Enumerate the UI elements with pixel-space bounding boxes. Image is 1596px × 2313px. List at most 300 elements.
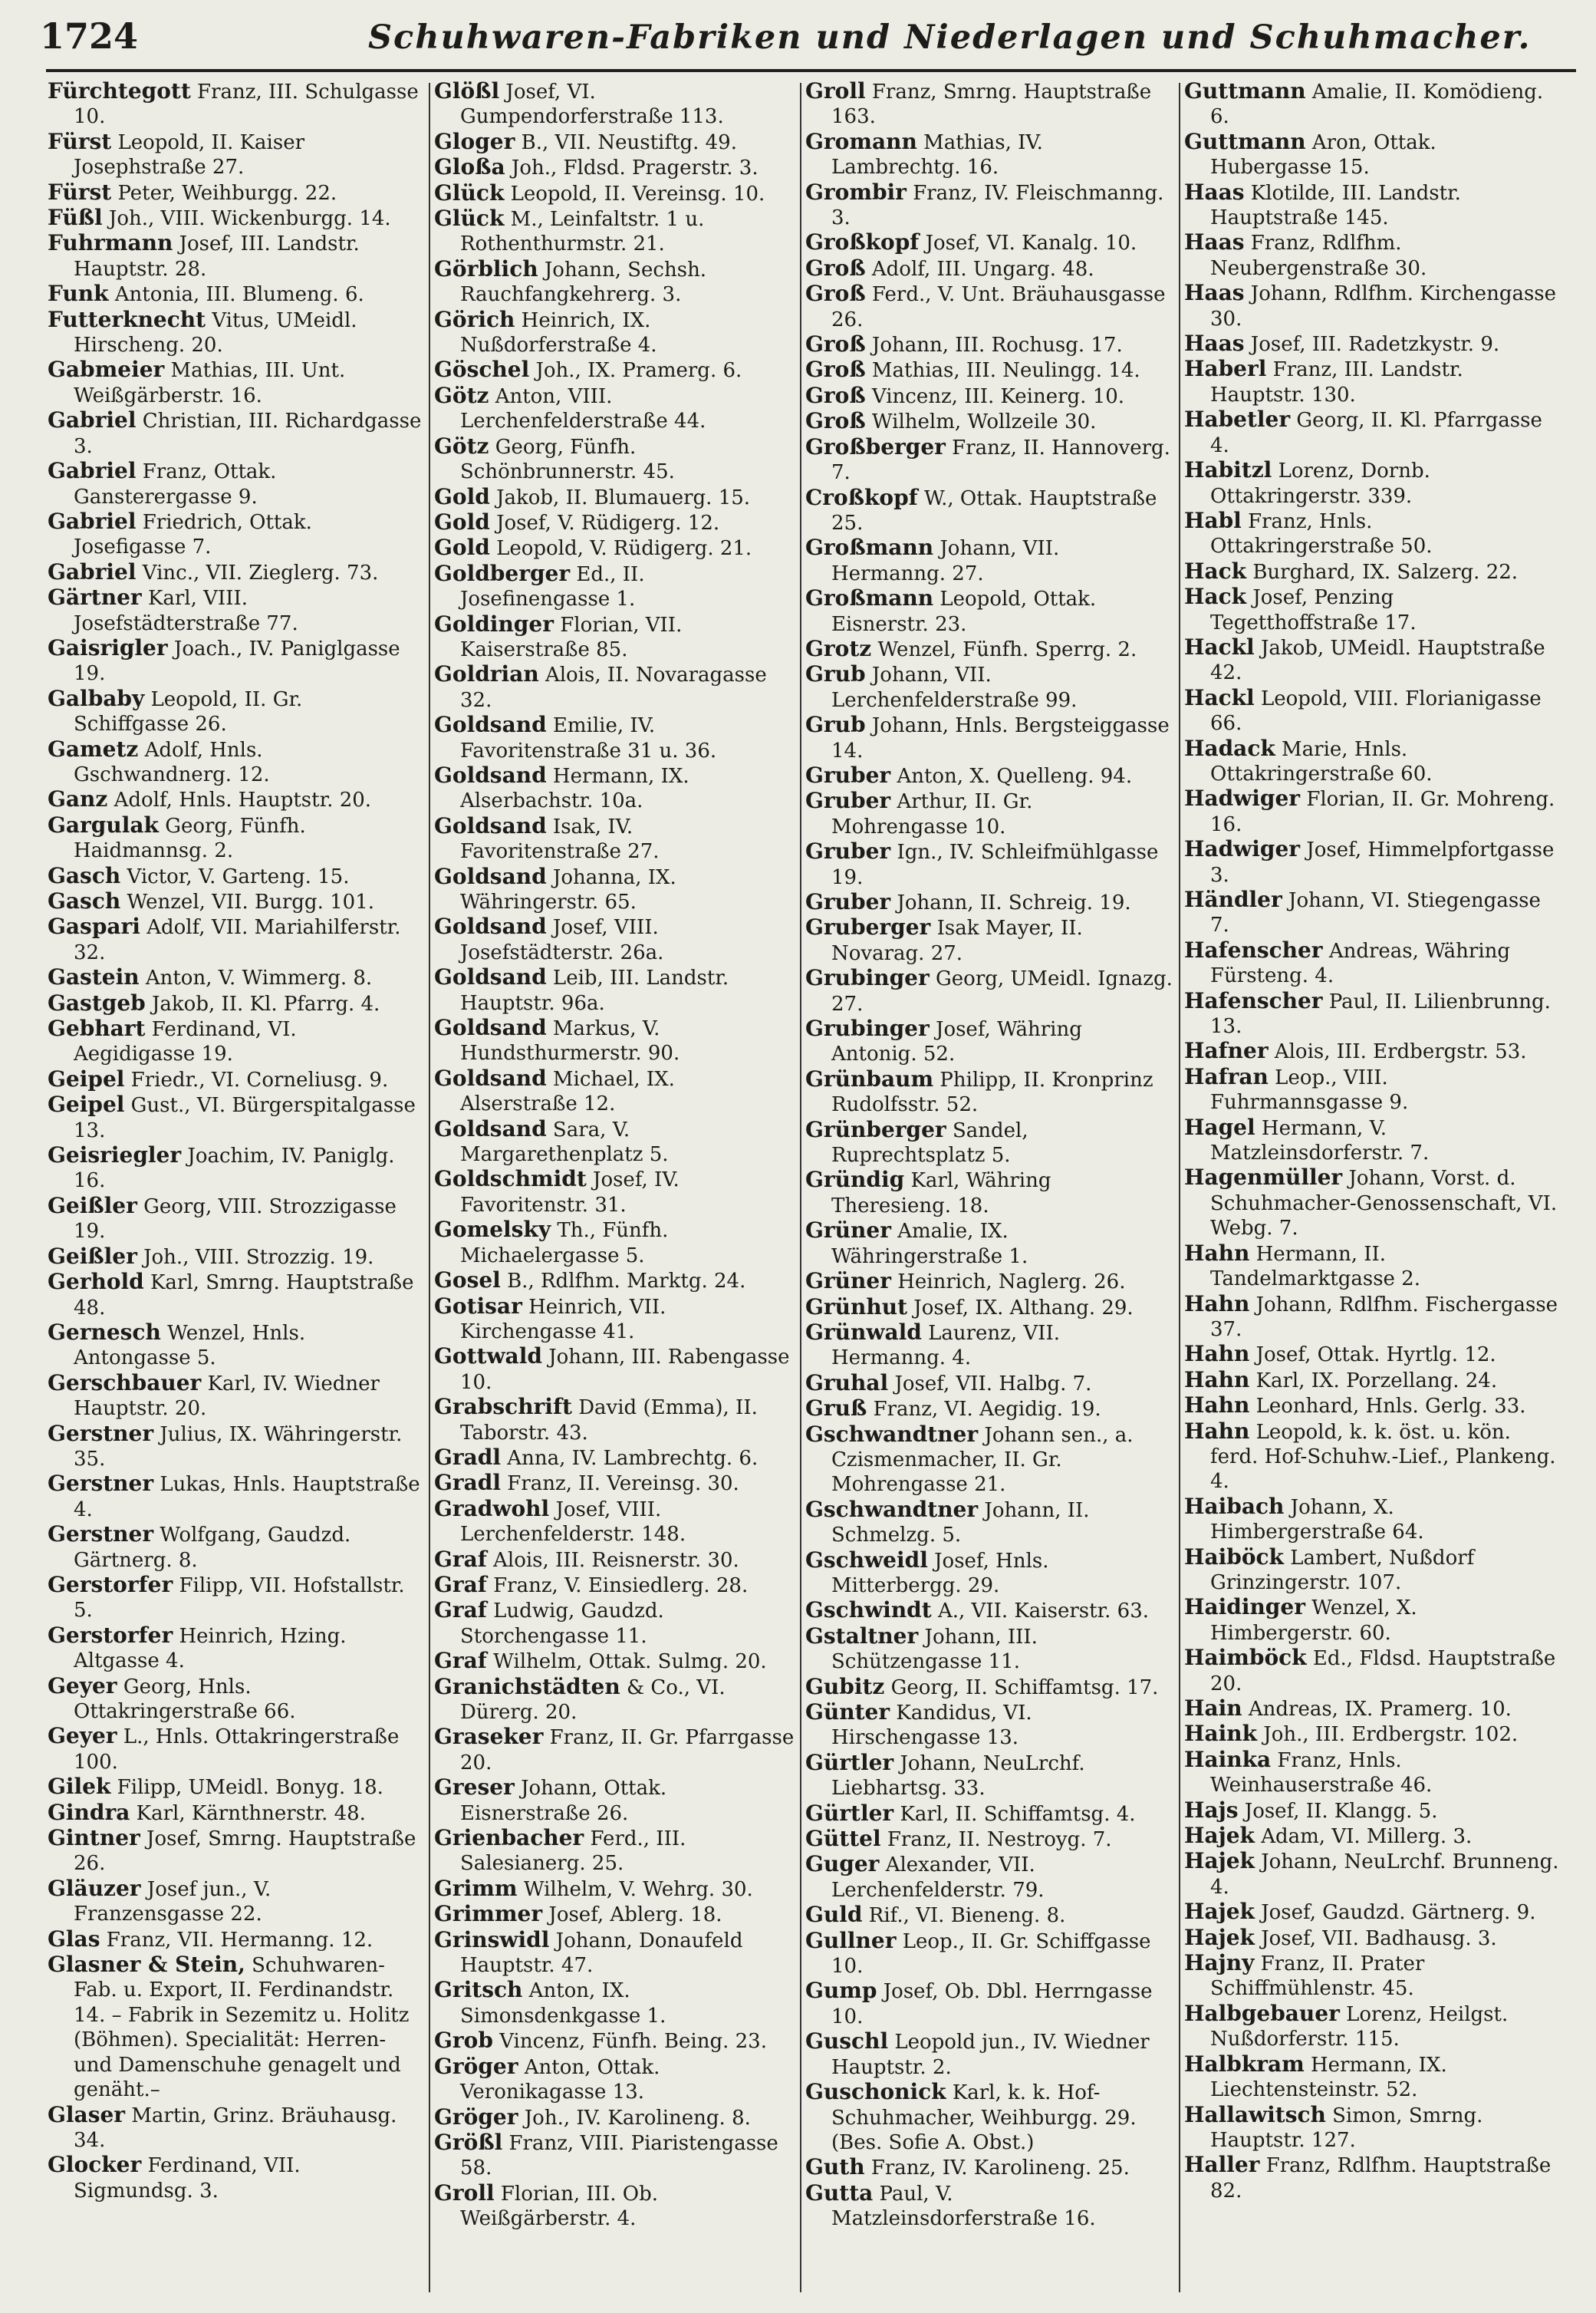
entry-name: Grabschrift — [434, 1394, 572, 1420]
entry-details: Kandidus, VI. Hirschengasse 13. — [831, 1702, 1032, 1750]
entry-details: Hermann, II. Tandelmarktgasse 2. — [1210, 1242, 1420, 1291]
entry-name: Gintner — [48, 1825, 140, 1851]
entry-details: Georg, II. Kl. Pfarrgasse 4. — [1210, 409, 1542, 457]
entry-name: Gürtler — [805, 1800, 894, 1826]
entry-name: Gosel — [434, 1267, 501, 1293]
directory-entry — [48, 687, 422, 737]
entry-details: Joach., IV. Paniglgasse 19. — [74, 637, 400, 686]
entry-name: Guschonick — [805, 2079, 946, 2105]
entry-details: Joachim, IV. Paniglg. 16. — [74, 1145, 395, 1193]
entry-name: Galbaby — [48, 685, 145, 711]
entry-name: Funk — [48, 281, 109, 307]
entry-details: Markus, V. Hundsthurmerstr. 90. — [460, 1017, 680, 1066]
entry-name: Gullner — [805, 1927, 897, 1953]
entry-name: Gottwald — [434, 1343, 542, 1369]
entry-details: Josef, Himmelpfortgasse 3. — [1210, 839, 1555, 887]
entry-name: Graf — [434, 1597, 487, 1623]
entry-name: Graf — [434, 1546, 487, 1572]
directory-entry — [48, 2153, 422, 2203]
entry-name: Halbkram — [1184, 2051, 1305, 2077]
entry-name: Göschel — [434, 357, 530, 383]
entry-details: Lukas, Hnls. Hauptstraße 4. — [74, 1473, 420, 1521]
directory-entry — [1184, 1292, 1560, 1343]
entry-name: Guth — [805, 2154, 865, 2180]
column-3 — [805, 79, 1173, 2304]
directory-entry — [434, 257, 795, 308]
entry-name: Goldsand — [434, 964, 547, 990]
directory-entry — [1184, 2153, 1560, 2203]
directory-entry — [48, 282, 422, 307]
entry-details: Christian, III. Richardgasse 3. — [74, 410, 422, 458]
entry-name: Grüner — [805, 1217, 891, 1244]
entry-details: Josef, Penzing Tegetthoffstraße 17. — [1210, 586, 1417, 634]
directory-entry — [1184, 1926, 1560, 1951]
column-2 — [434, 79, 795, 2304]
entry-details: Florian, II. Gr. Mohreng. 16. — [1210, 788, 1555, 836]
entry-details: Josef, Gaudzd. Gärtnerg. 9. — [1261, 1901, 1536, 1925]
directory-entry — [434, 485, 795, 510]
entry-name: Gröger — [434, 2104, 518, 2130]
directory-entry — [1184, 79, 1560, 130]
directory-entry — [434, 206, 795, 257]
column-divider — [1179, 83, 1180, 2292]
entry-name: Croßkopf — [805, 484, 918, 510]
entry-name: Goldschmidt — [434, 1166, 587, 1192]
entry-name: Gärtner — [48, 585, 142, 611]
entry-details: Wenzel, Fünfh. Sperrg. 2. — [877, 638, 1137, 661]
entry-details: Peter, Weihburgg. 22. — [117, 181, 337, 205]
entry-name: Haller — [1184, 2152, 1260, 2178]
directory-entry — [434, 308, 795, 358]
entry-details: Leopold, Ottak. Eisnerstr. 23. — [831, 588, 1097, 636]
directory-entry — [434, 130, 795, 155]
entry-details: Johann, Sechsh. Rauchfangkehrerg. 3. — [460, 258, 707, 307]
directory-entry — [1184, 1899, 1560, 1925]
entry-name: Gargulak — [48, 812, 159, 838]
entry-details: Karl, VIII. Josefstädterstraße 77. — [74, 587, 298, 635]
directory-entry — [1184, 509, 1560, 559]
directory-entry — [434, 662, 795, 713]
entry-details: Ferd., III. Salesianerg. 25. — [460, 1827, 686, 1876]
entry-details: Filipp, UMeidl. Bonyg. 18. — [117, 1776, 383, 1800]
entry-name: Groß — [805, 357, 866, 383]
entry-details: Lorenz, Dornb. Ottakringerstr. 339. — [1210, 460, 1430, 508]
directory-entry — [434, 1547, 795, 1573]
entry-details: Johann, II. Schreig. 19. — [897, 891, 1131, 914]
directory-entry — [805, 486, 1173, 536]
directory-entry — [48, 509, 422, 560]
entry-details: Josef jun., V. Franzensgasse 22. — [74, 1877, 271, 1926]
entry-details: Johann, Vorst. d. Schuhmacher-Genossenschaft, VI. Webg. 7. — [1210, 1167, 1558, 1241]
entry-name: Geißler — [48, 1243, 137, 1269]
entry-details: Georg, Fünfh. Schönbrunnerstr. 45. — [460, 435, 675, 484]
entry-name: Gromann — [805, 128, 917, 154]
entry-details: Ferd., V. Unt. Bräuhausgasse 26. — [831, 283, 1166, 331]
entry-name: Hajek — [1184, 1924, 1255, 1950]
entry-details: Anton, IX. Simonsdenkgasse 1. — [460, 1979, 666, 2028]
entry-name: Gerstner — [48, 1521, 154, 1547]
entry-name: Großberger — [805, 433, 946, 460]
entry-name: Hainka — [1184, 1746, 1272, 1772]
directory-entry — [434, 1902, 795, 1927]
directory-entry — [805, 332, 1173, 357]
directory-entry — [434, 2181, 795, 2232]
entry-details: Wenzel, X. Himbergerstr. 60. — [1210, 1596, 1417, 1645]
page-number: 1724 — [40, 15, 139, 57]
column-4 — [1184, 79, 1560, 2304]
entry-details: Johann, III. Rabengasse 10. — [460, 1346, 790, 1394]
entry-name: Gläuzer — [48, 1875, 141, 1901]
entry-name: Grinswidl — [434, 1926, 550, 1952]
directory-entry — [48, 308, 422, 358]
entry-name: Gschwindt — [805, 1597, 932, 1623]
directory-entry — [805, 1396, 1173, 1422]
entry-name: Goldberger — [434, 560, 571, 586]
directory-entry — [434, 2105, 795, 2130]
entry-details: Wilhelm, V. Wehrg. 30. — [523, 1877, 753, 1901]
entry-details: Heinrich, IX. Nußdorferstraße 4. — [460, 308, 657, 357]
entry-name: Gebhart — [48, 1016, 146, 1042]
entry-details: Wilhelm, Ottak. Sulmg. 20. — [493, 1650, 767, 1674]
entry-details: Georg, VIII. Strozzigasse 19. — [74, 1194, 397, 1244]
entry-details: Georg, UMeidl. Ignazg. 27. — [831, 967, 1173, 1016]
directory-entry — [805, 789, 1173, 839]
entry-name: Gerschbauer — [48, 1369, 202, 1395]
entry-details: Adam, VI. Millerg. 3. — [1261, 1825, 1473, 1849]
directory-entry — [1184, 458, 1560, 509]
entry-name: Haas — [1184, 179, 1245, 205]
directory-entry — [805, 1675, 1173, 1700]
entry-details: Isak Mayer, II. Novarag. 27. — [831, 917, 1083, 965]
directory-entry — [1184, 1849, 1560, 1899]
entry-details: Karl, k. k. Hof-Schuhmacher, Weihburgg. 29. (Bes. Sofie A. Obst.) — [831, 2081, 1137, 2154]
directory-entry — [805, 2029, 1173, 2080]
entry-details: Heinrich, Naglerg. 26. — [897, 1270, 1126, 1294]
entry-name: Görblich — [434, 255, 538, 282]
entry-name: Gradl — [434, 1444, 502, 1470]
entry-details: Martin, Grinz. Bräuhausg. 34. — [74, 2104, 397, 2152]
entry-name: Goldsand — [434, 712, 547, 738]
directory-entry — [48, 1952, 422, 2102]
entry-details: Florian, VII. Kaiserstraße 85. — [460, 613, 683, 661]
entry-name: Goldrian — [434, 661, 539, 687]
entry-details: Friedrich, Ottak. Josefigasse 7. — [74, 510, 312, 559]
entry-name: Gump — [805, 1978, 877, 2004]
directory-entry — [1184, 1824, 1560, 1849]
entry-name: Hagel — [1184, 1114, 1255, 1140]
entry-details: Gust., VI. Bürgerspitalgasse 13. — [74, 1094, 416, 1142]
directory-entry — [434, 181, 795, 206]
directory-entry — [48, 965, 422, 990]
entry-details: Josef, Ottak. Hyrtlg. 12. — [1255, 1343, 1496, 1367]
entry-details: Leib, III. Landstr. Hauptstr. 96a. — [460, 967, 729, 1015]
entry-name: Gasch — [48, 862, 121, 888]
directory-entry — [1184, 130, 1560, 180]
entry-details: Johanna, IX. Währingerstr. 65. — [460, 865, 676, 914]
entry-name: Händler — [1184, 887, 1282, 912]
directory-entry — [48, 1320, 422, 1371]
entry-details: Lorenz, Heilgst. Nußdorferstr. 115. — [1210, 2002, 1509, 2051]
directory-entry — [434, 434, 795, 485]
entry-details: Franz, II. Gr. Pfarrgasse 20. — [460, 1726, 795, 1774]
directory-entry — [48, 408, 422, 459]
directory-entry — [434, 1117, 795, 1168]
entry-details: Franz, III. Landstr. Hauptstr. 130. — [1210, 358, 1463, 407]
entry-name: Goldsand — [434, 863, 547, 889]
entry-details: Franz, Rdlfhm. Neubergenstraße 30. — [1210, 232, 1427, 280]
directory-entry — [805, 1118, 1173, 1168]
directory-entry — [48, 1774, 422, 1800]
entry-details: Anton, X. Quelleng. 94. — [897, 764, 1133, 788]
entry-name: Hackl — [1184, 684, 1255, 710]
directory-entry — [48, 231, 422, 282]
entry-name: Granichstädten — [434, 1673, 620, 1699]
directory-entry — [1184, 2103, 1560, 2153]
entry-name: Grimm — [434, 1875, 518, 1901]
entry-details: Leopold jun., IV. Wiedner Hauptstr. 2. — [831, 2031, 1150, 2079]
directory-entry — [805, 2080, 1173, 2155]
entry-details: Wolfgang, Gaudzd. Gärtnerg. 8. — [74, 1524, 351, 1572]
entry-details: Johann sen., a. Czismenmacher, II. Gr. Mohrengasse 21. — [831, 1423, 1134, 1497]
entry-name: Hain — [1184, 1695, 1242, 1721]
entry-details: Johann, VII. Hermanng. 27. — [831, 537, 1060, 585]
directory-entry — [48, 787, 422, 812]
entry-details: Hermann, IX. Alserbachstr. 10a. — [460, 764, 689, 813]
directory-entry — [48, 560, 422, 585]
entry-name: Gürtler — [805, 1749, 894, 1775]
entry-name: Götz — [434, 433, 489, 459]
entry-details: Josef, IV. Favoritenstr. 31. — [460, 1168, 680, 1217]
entry-details: Josef, III. Landstr. Hauptstr. 28. — [74, 232, 360, 281]
entry-name: Gametz — [48, 736, 139, 762]
entry-name: Gradl — [434, 1470, 502, 1496]
entry-details: Paul, II. Lilienbrunng. 13. — [1210, 990, 1551, 1039]
entry-name: Grotz — [805, 635, 872, 661]
directory-entry — [434, 2054, 795, 2105]
entry-name: Greser — [434, 1774, 515, 1801]
directory-entry — [805, 79, 1173, 130]
entry-name: Goldsand — [434, 914, 547, 940]
entry-name: Geisriegler — [48, 1142, 182, 1168]
directory-entry — [48, 737, 422, 788]
entry-details: Karl, Smrng. Hauptstraße 48. — [74, 1271, 414, 1320]
entry-name: Hafenscher — [1184, 937, 1323, 963]
entry-name: Gabriel — [48, 458, 137, 484]
directory-entry — [805, 1168, 1173, 1218]
entry-details: Mathias, III. Unt. Weißgärberstr. 16. — [74, 359, 346, 407]
entry-name: Gruberger — [805, 914, 931, 941]
entry-name: Geißler — [48, 1192, 137, 1218]
entry-details: Leop., VIII. Fuhrmannsgasse 9. — [1210, 1066, 1409, 1115]
column-1 — [48, 79, 422, 2304]
entry-details: Johann, Rdlfhm. Fischergasse 37. — [1210, 1293, 1558, 1341]
entry-details: Rif., VI. Bieneng. 8. — [868, 1904, 1066, 1928]
entry-details: Joh., IX. Pramerg. 6. — [535, 359, 742, 383]
entry-name: Guttmann — [1184, 79, 1306, 104]
entry-name: Fürchtegott — [48, 79, 191, 104]
entry-details: Alois, III. Erdbergstr. 53. — [1274, 1040, 1527, 1064]
directory-entry — [434, 384, 795, 434]
entry-details: Franz, III. Schulgasse 10. — [74, 81, 419, 129]
entry-details: Joh., VIII. Strozzig. 19. — [143, 1245, 374, 1269]
entry-details: Franz, II. Prater Schiffmühlenstr. 45. — [1210, 1952, 1425, 2001]
entry-name: Haas — [1184, 331, 1245, 357]
entry-name: Hajek — [1184, 1823, 1255, 1849]
directory-entry — [1184, 230, 1560, 281]
entry-name: Gotisar — [434, 1293, 522, 1319]
entry-details: Josef, Smrng. Hauptstraße 26. — [74, 1827, 416, 1876]
entry-details: Leopold, k. k. öst. u. kön. ferd. Hof-Schuhw.-Lief., Plankeng. 4. — [1210, 1420, 1556, 1494]
entry-details: Karl, Währing Theresieng. 18. — [831, 1169, 1051, 1217]
directory-entry — [805, 637, 1173, 662]
directory-entry — [805, 1067, 1173, 1118]
entry-details: Laurenz, VII. Hermanng. 4. — [831, 1321, 1060, 1370]
entry-name: Hadwiger — [1184, 786, 1301, 812]
entry-details: Arthur, II. Gr. Mohrengasse 10. — [831, 790, 1033, 839]
directory-entry — [805, 230, 1173, 255]
directory-entry — [1184, 1115, 1560, 1166]
directory-entry — [1184, 585, 1560, 635]
directory-entry — [48, 1724, 422, 1774]
entry-name: Geyer — [48, 1672, 117, 1699]
entry-name: Gritsch — [434, 1977, 523, 2003]
directory-entry — [1184, 888, 1560, 938]
entry-name: Gloger — [434, 128, 515, 154]
entry-name: Goldsand — [434, 1065, 547, 1091]
entry-name: Großmann — [805, 535, 934, 561]
entry-name: Hack — [1184, 558, 1247, 584]
entry-name: Gernesch — [48, 1319, 161, 1345]
entry-details: Sandel, Ruprechtsplatz 5. — [831, 1119, 1028, 1168]
directory-entry — [48, 636, 422, 687]
entry-details: Johann, VII. Lerchenfelderstraße 99. — [831, 664, 1078, 712]
entry-details: Hermann, V. Matzleinsdorferstr. 7. — [1210, 1116, 1430, 1165]
entry-name: Füßl — [48, 205, 103, 231]
entry-name: Hadwiger — [1184, 836, 1301, 862]
entry-details: Leonhard, Hnls. Gerlg. 33. — [1255, 1395, 1526, 1418]
directory-entry — [805, 1801, 1173, 1827]
entry-details: Franz, Hnls. Weinhauserstraße 46. — [1210, 1748, 1433, 1797]
entry-details: Th., Fünfh. Michaelergasse 5. — [460, 1219, 669, 1267]
directory-entry — [805, 1548, 1173, 1599]
entry-details: Josef, Währing Antonig. 52. — [831, 1018, 1082, 1066]
entry-details: Joh., III. Erdbergstr. 102. — [1263, 1723, 1519, 1747]
directory-entry — [805, 915, 1173, 966]
entry-name: Guschl — [805, 2028, 889, 2054]
entry-details: Franz, VII. Hermanng. 12. — [106, 1928, 373, 1952]
entry-details: Franz, II. Hannoverg. 7. — [831, 436, 1170, 485]
entry-name: Hahn — [1184, 1341, 1250, 1367]
directory-entry — [1184, 1748, 1560, 1798]
entry-details: Adolf, Hnls. Gschwandnerg. 12. — [74, 738, 270, 786]
directory-entry — [1184, 281, 1560, 331]
directory-entry — [48, 1826, 422, 1876]
directory-entry — [1184, 1065, 1560, 1115]
entry-details: Johann, Donaufeld Hauptstr. 47. — [460, 1929, 743, 1978]
directory-entry — [434, 1876, 795, 1902]
entry-name: Goldsand — [434, 812, 547, 839]
entry-name: Geipel — [48, 1066, 125, 1092]
directory-entry — [434, 1497, 795, 1547]
directory-entry — [434, 1775, 795, 1826]
entry-name: Gastein — [48, 964, 140, 990]
entry-name: Gruber — [805, 839, 891, 865]
entry-name: Hafenscher — [1184, 987, 1323, 1013]
entry-details: Josef, VI. Kanalg. 10. — [925, 232, 1137, 255]
directory-entry — [1184, 1165, 1560, 1241]
page-header — [0, 0, 1596, 73]
entry-name: Habetler — [1184, 407, 1291, 433]
entry-name: Götz — [434, 382, 489, 408]
entry-details: Josef, II. Klangg. 5. — [1244, 1799, 1438, 1823]
directory-entry — [48, 1522, 422, 1573]
entry-name: Grienbacher — [434, 1825, 584, 1851]
entry-details: Franz, II. Nestroyg. 7. — [887, 1828, 1112, 1852]
directory-entry — [1184, 1696, 1560, 1722]
directory-entry — [434, 1826, 795, 1876]
entry-details: Joh., VIII. Wickenburgg. 14. — [108, 207, 391, 231]
entry-name: Gloßa — [434, 154, 505, 180]
entry-name: Goldsand — [434, 762, 547, 788]
directory-entry — [434, 1167, 795, 1217]
entry-name: Gasch — [48, 888, 121, 914]
entry-details: Schuhwaren-Fab. u. Export, II. Ferdinandstr. 14. – Fabrik in Sezemitz u. Holitz (Böhmen). Specialität: Herren- und Damenschuhe genagelt und genäht.– — [74, 1954, 410, 2102]
entry-name: Grub — [805, 712, 866, 738]
entry-name: Goldsand — [434, 1115, 547, 1142]
entry-name: Grünwald — [805, 1319, 922, 1345]
directory-entry — [48, 1067, 422, 1092]
directory-entry — [805, 1903, 1173, 1928]
entry-name: Gradwohl — [434, 1495, 550, 1521]
entry-details: Joh., IV. Karolineng. 8. — [524, 2106, 751, 2130]
directory-entry — [48, 1623, 422, 1674]
directory-entry — [805, 535, 1173, 586]
entry-name: Grüner — [805, 1268, 891, 1294]
directory-entry — [1184, 1646, 1560, 1696]
directory-entry — [805, 1700, 1173, 1751]
directory-entry — [1184, 1368, 1560, 1393]
entry-name: Grünhut — [805, 1293, 908, 1320]
directory-entry — [48, 1927, 422, 1952]
entry-name: Größl — [434, 2129, 503, 2155]
directory-entry — [1184, 938, 1560, 989]
entry-details: Joh., Fldsd. Pragerstr. 3. — [511, 157, 759, 180]
directory-entry — [805, 1218, 1173, 1269]
entry-details: Emilie, IV. Favoritenstraße 31 u. 36. — [460, 714, 717, 763]
entry-name: Grünbaum — [805, 1066, 934, 1092]
entry-details: W., Ottak. Hauptstraße 25. — [831, 486, 1157, 535]
entry-name: Gschwandtner — [805, 1421, 979, 1447]
directory-entry — [805, 256, 1173, 282]
entry-name: Gindra — [48, 1799, 130, 1825]
entry-name: Haberl — [1184, 356, 1267, 382]
directory-entry — [434, 357, 795, 383]
entry-details: Johann, NeuLrchf. Brunneng. 4. — [1210, 1850, 1559, 1899]
directory-entry — [48, 1573, 422, 1623]
entry-name: Gabriel — [48, 407, 137, 433]
entry-details: Franz, Ottak. Gansterergasse 9. — [74, 460, 277, 509]
directory-entry — [434, 1066, 795, 1117]
directory-entry — [48, 1092, 422, 1143]
directory-entry — [1184, 1722, 1560, 1747]
entry-details: M., Leinfaltstr. 1 u. Rothenthurmstr. 21. — [460, 208, 705, 256]
entry-details: Karl, II. Schiffamtsg. 4. — [900, 1802, 1136, 1826]
entry-name: Gold — [434, 535, 490, 561]
directory-entry — [434, 1928, 795, 1979]
directory-entry — [48, 1674, 422, 1725]
entry-name: Hafner — [1184, 1038, 1269, 1064]
entry-name: Grub — [805, 661, 866, 687]
